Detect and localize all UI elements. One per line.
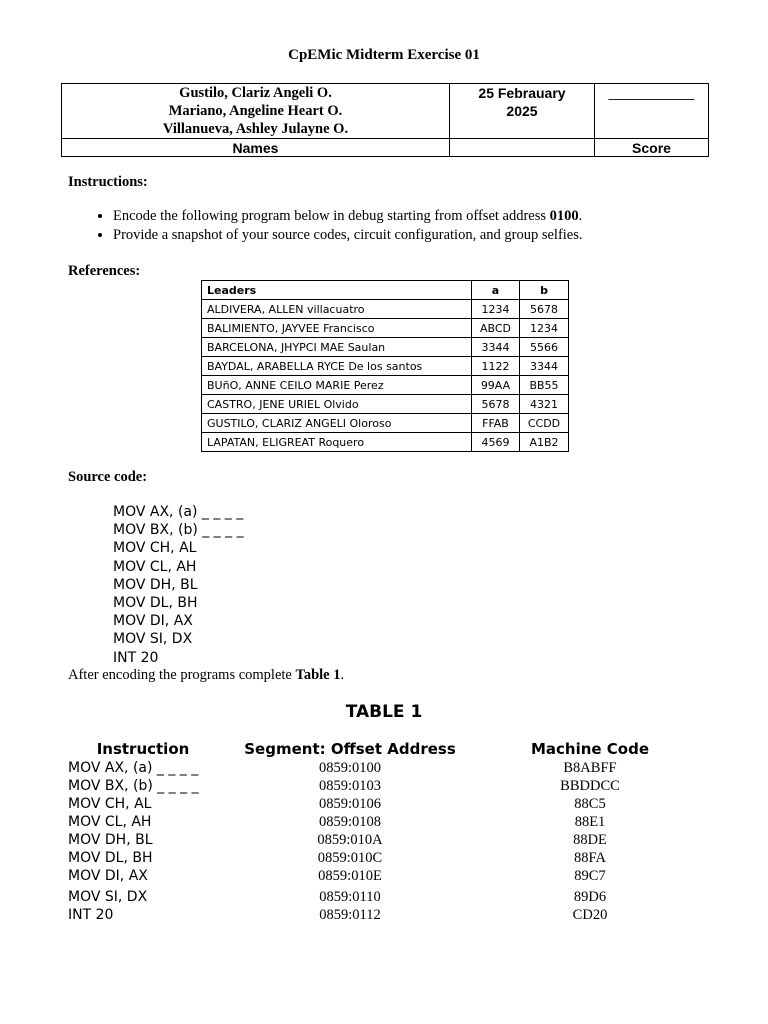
table-header-row xyxy=(202,281,569,300)
instruction-cell: MOV CL, AH xyxy=(68,814,152,830)
leader-name: BARCELONA, JHYPCI MAE Saulan xyxy=(202,338,472,357)
address-cell: 0859:010C xyxy=(317,850,383,866)
header-table xyxy=(61,83,709,157)
leader-name: ALDIVERA, ALLEN villacuatro xyxy=(202,300,472,319)
instruction-cell: MOV DL, BH xyxy=(68,850,153,866)
leader-name: GUSTILO, CLARIZ ANGELI Oloroso xyxy=(202,414,472,433)
names-label: Names xyxy=(62,139,450,157)
score-blank: ___________ xyxy=(608,84,695,100)
source-code-block xyxy=(113,503,244,667)
value-b: CCDD xyxy=(520,414,569,433)
value-a: 5678 xyxy=(472,395,520,414)
code-line: INT 20 xyxy=(113,649,159,666)
code-line: MOV DL, BH xyxy=(113,595,198,612)
leader-name: BALIMIENTO, JAYVEE Francisco xyxy=(202,319,472,338)
column-header-address: Segment: Offset Address xyxy=(244,740,456,758)
address-cell: 0859:0108 xyxy=(318,814,382,830)
date-cell xyxy=(450,84,595,139)
instruction-cell: MOV SI, DX xyxy=(68,889,148,905)
address-cell: 0859:010A xyxy=(317,832,383,848)
table-row xyxy=(202,433,569,452)
machine-code-cell: BBDDCC xyxy=(560,778,620,794)
code-line: MOV CL, AH xyxy=(113,558,197,575)
code-line: MOV SI, DX xyxy=(113,631,193,648)
column-header: b xyxy=(520,281,569,300)
code-line: MOV BX, (b) _ _ _ _ xyxy=(113,522,244,539)
group-names-cell xyxy=(62,84,450,139)
value-a: ABCD xyxy=(472,319,520,338)
instruction-cell: MOV BX, (b) _ _ _ _ xyxy=(68,778,199,794)
machine-code-cell: B8ABFF xyxy=(563,760,617,776)
table-row xyxy=(202,319,569,338)
value-a: 1234 xyxy=(472,300,520,319)
code-line: MOV CH, AL xyxy=(113,540,197,557)
document-title: CpEMic Midterm Exercise 01 xyxy=(288,47,480,63)
instruction-cell: MOV DI, AX xyxy=(68,868,148,884)
address-cell: 0859:0103 xyxy=(318,778,382,794)
instruction-item: • Provide a snapshot of your source codes, circuit configuration, and group selfies. xyxy=(113,226,583,245)
member-name: Villanueva, Ashley Julayne O. xyxy=(162,121,349,137)
machine-code-cell: 88FA xyxy=(574,850,606,866)
leader-name: CASTRO, JENE URIEL Olvido xyxy=(202,395,472,414)
source-code-heading: Source code: xyxy=(68,469,148,485)
score-label: Score xyxy=(595,139,709,157)
instructions-list xyxy=(68,207,583,245)
machine-code-cell: CD20 xyxy=(572,907,608,923)
value-b: 3344 xyxy=(520,357,569,376)
references-heading: References: xyxy=(68,263,141,279)
column-header: Leaders xyxy=(202,281,472,300)
value-b: 5678 xyxy=(520,300,569,319)
date-line: 2025 xyxy=(506,103,538,119)
value-b: A1B2 xyxy=(520,433,569,452)
member-name: Mariano, Angeline Heart O. xyxy=(168,103,343,119)
instruction-item: • Encode the following program below in debug starting from offset address 0100. xyxy=(113,207,583,226)
code-line: MOV DI, AX xyxy=(113,613,193,630)
value-b: 5566 xyxy=(520,338,569,357)
value-b: 1234 xyxy=(520,319,569,338)
member-name: Gustilo, Clariz Angeli O. xyxy=(179,85,332,101)
value-b: BB55 xyxy=(520,376,569,395)
column-header-instruction: Instruction xyxy=(96,740,190,758)
address-cell: 0859:0112 xyxy=(319,907,381,923)
value-a: 4569 xyxy=(472,433,520,452)
empty-cell xyxy=(450,139,595,157)
leader-name: LAPATAN, ELIGREAT Roquero xyxy=(202,433,472,452)
table-row xyxy=(202,395,569,414)
code-line: MOV DH, BL xyxy=(113,576,198,593)
instruction-cell: MOV CH, AL xyxy=(68,796,152,812)
machine-code-cell: 89D6 xyxy=(573,889,607,905)
table-row xyxy=(202,338,569,357)
value-a: 3344 xyxy=(472,338,520,357)
address-cell: 0859:0100 xyxy=(318,760,382,776)
leader-name: BAYDAL, ARABELLA RYCE De los santos xyxy=(202,357,472,376)
leader-name: BUñO, ANNE CEILO MARIE Perez xyxy=(202,376,472,395)
value-a: 99AA xyxy=(472,376,520,395)
address-cell: 0859:010E xyxy=(318,868,382,884)
after-encoding-text: After encoding the programs complete Table 1. xyxy=(68,667,345,683)
address-cell: 0859:0106 xyxy=(318,796,382,812)
code-line: MOV AX, (a) _ _ _ _ xyxy=(113,504,244,520)
table-row xyxy=(202,376,569,395)
table1-title: TABLE 1 xyxy=(345,702,423,722)
address-cell: 0859:0110 xyxy=(319,889,381,905)
value-b: 4321 xyxy=(520,395,569,414)
column-header: a xyxy=(472,281,520,300)
machine-code-cell: 88C5 xyxy=(574,796,606,812)
value-a: 1122 xyxy=(472,357,520,376)
machine-code-cell: 88DE xyxy=(573,832,607,848)
value-a: FFAB xyxy=(472,414,520,433)
instruction-cell: MOV AX, (a) _ _ _ _ xyxy=(68,760,199,776)
date-line: 25 Febrauary xyxy=(478,85,566,101)
score-blank-cell xyxy=(595,84,709,139)
instruction-cell: INT 20 xyxy=(68,907,114,923)
instructions-heading: Instructions: xyxy=(68,174,148,190)
instruction-cell: MOV DH, BL xyxy=(68,832,153,848)
machine-code-cell: 89C7 xyxy=(574,868,606,884)
column-header-machine-code: Machine Code xyxy=(530,740,650,758)
table-row xyxy=(202,414,569,433)
references-table xyxy=(201,280,569,452)
table-row xyxy=(202,300,569,319)
machine-code-cell: 88E1 xyxy=(574,814,606,830)
table-row xyxy=(202,357,569,376)
